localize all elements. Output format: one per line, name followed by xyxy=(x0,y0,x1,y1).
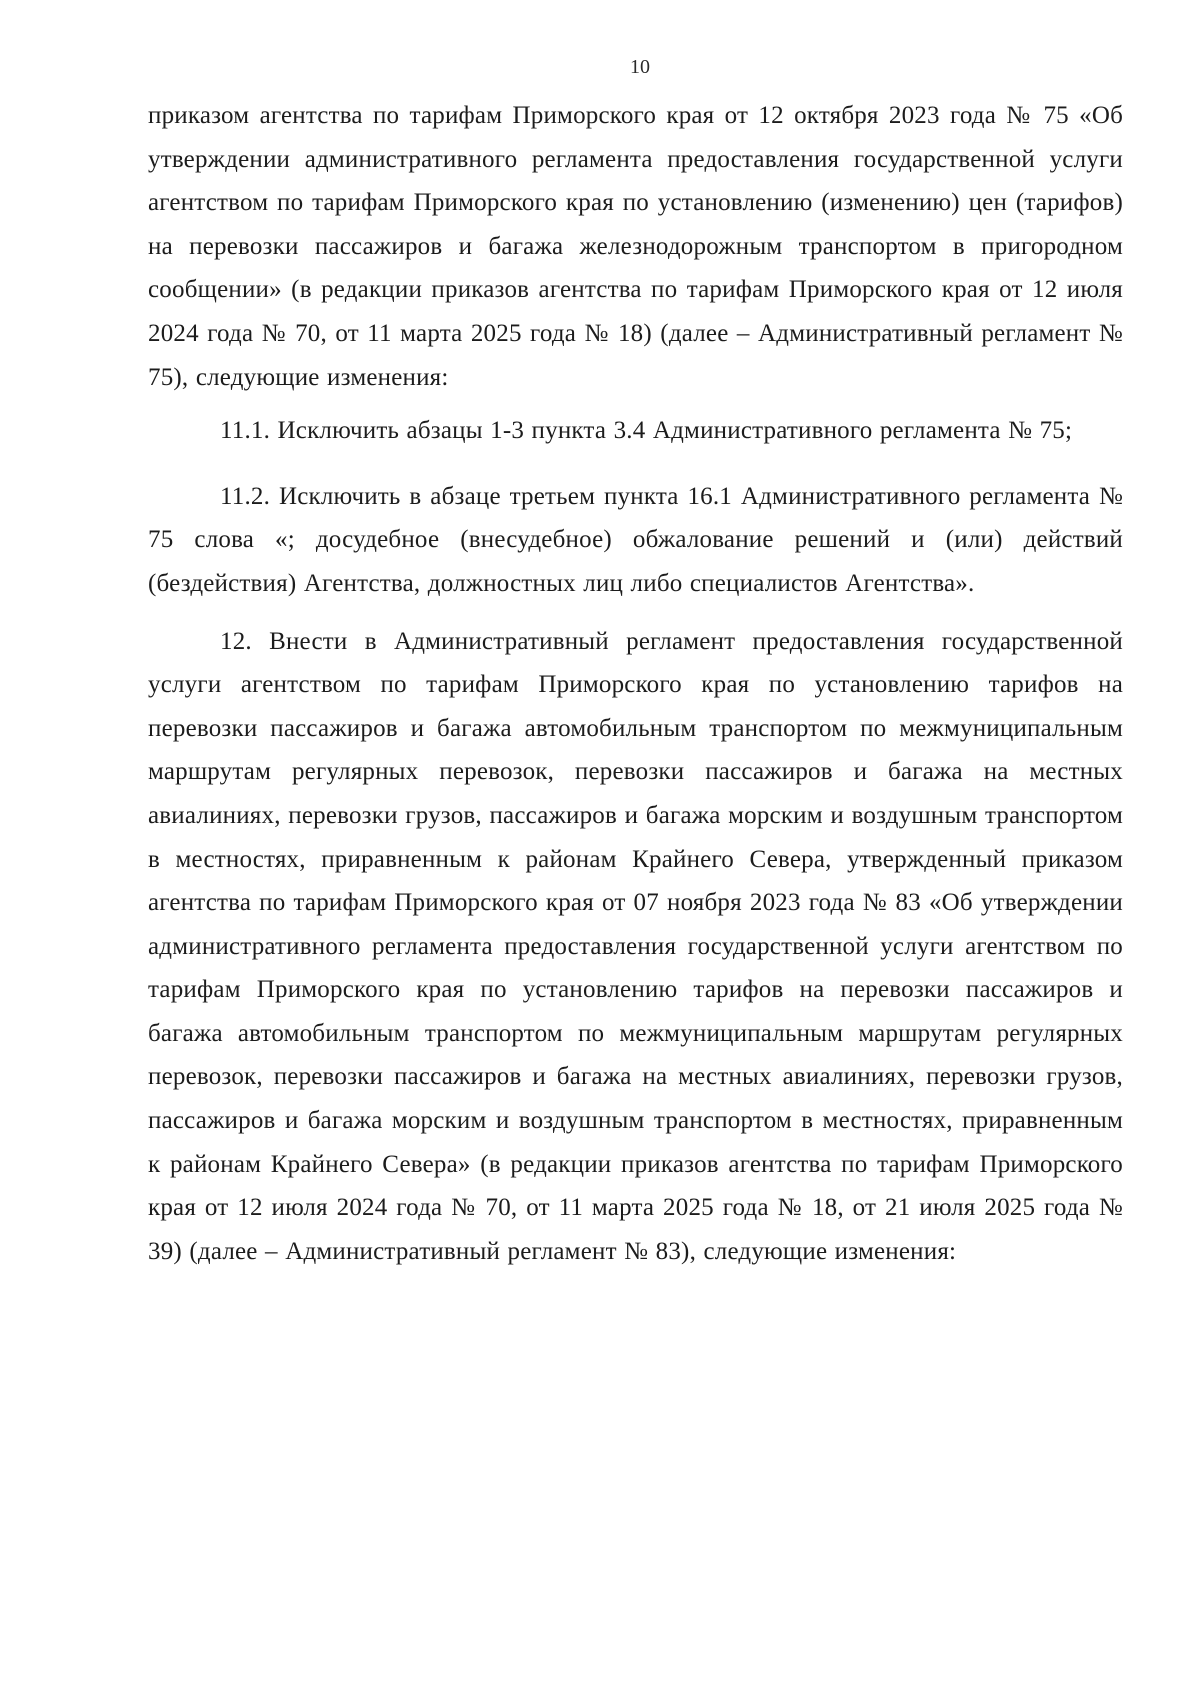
page-number: 10 xyxy=(630,56,650,78)
item-11-1-paragraph: 11.1. Исключить абзацы 1-3 пункта 3.4 Административного регламента № 75; xyxy=(220,417,1073,445)
item-11-2-paragraph: 11.2. Исключить в абзаце третьем пункта 16.1 Административного регламента № 75 слова «; досудебное (внесудебное) обжалование решений и (или) действий (бездействия) Агентства, должностных лиц либо специалистов Агентства». xyxy=(148,482,1123,597)
document-body xyxy=(148,94,1123,1273)
intro-paragraph: приказом агентства по тарифам Приморского края от 12 октября 2023 года № 75 «Об утверждении административного регламента предоставления государственной услуги агентством по тарифам Приморского края по установлению (изменению) цен (тарифов) на перевозки пассажиров и багажа железнодорожным транспортом в пригородном сообщении» (в редакции приказов агентства по тарифам Приморского края от 12 июля 2024 года № 70, от 11 марта 2025 года № 18) (далее – Административный регламент № 75), следующие изменения: xyxy=(148,102,1123,391)
item-12-paragraph: 12. Внести в Административный регламент предоставления государственной услуги агентством по тарифам Приморского края по установлению тарифов на перевозки пассажиров и багажа автомобильным транспортом по межмуниципальным маршрутам регулярных перевозок, перевозки пассажиров и багажа на местных авиалиниях, перевозки грузов, пассажиров и багажа морским и воздушным транспортом в местностях, приравненным к районам Крайнего Севера, утвержденный приказом агентства по тарифам Приморского края от 07 ноября 2023 года № 83 «Об утверждении административного регламента предоставления государственной услуги агентством по тарифам Приморского края по установлению тарифов на перевозки пассажиров и багажа автомобильным транспортом по межмуниципальным маршрутам регулярных перевозок, перевозки пассажиров и багажа на местных авиалиниях, перевозки грузов, пассажиров и багажа морским и воздушным транспортом в местностях, приравненным к районам Крайнего Севера» (в редакции приказов агентства по тарифам Приморского края от 12 июля 2024 года № 70, от 11 марта 2025 года № 18, от 21 июля 2025 года № 39) (далее – Административный регламент № 83), следующие изменения: xyxy=(148,627,1123,1265)
